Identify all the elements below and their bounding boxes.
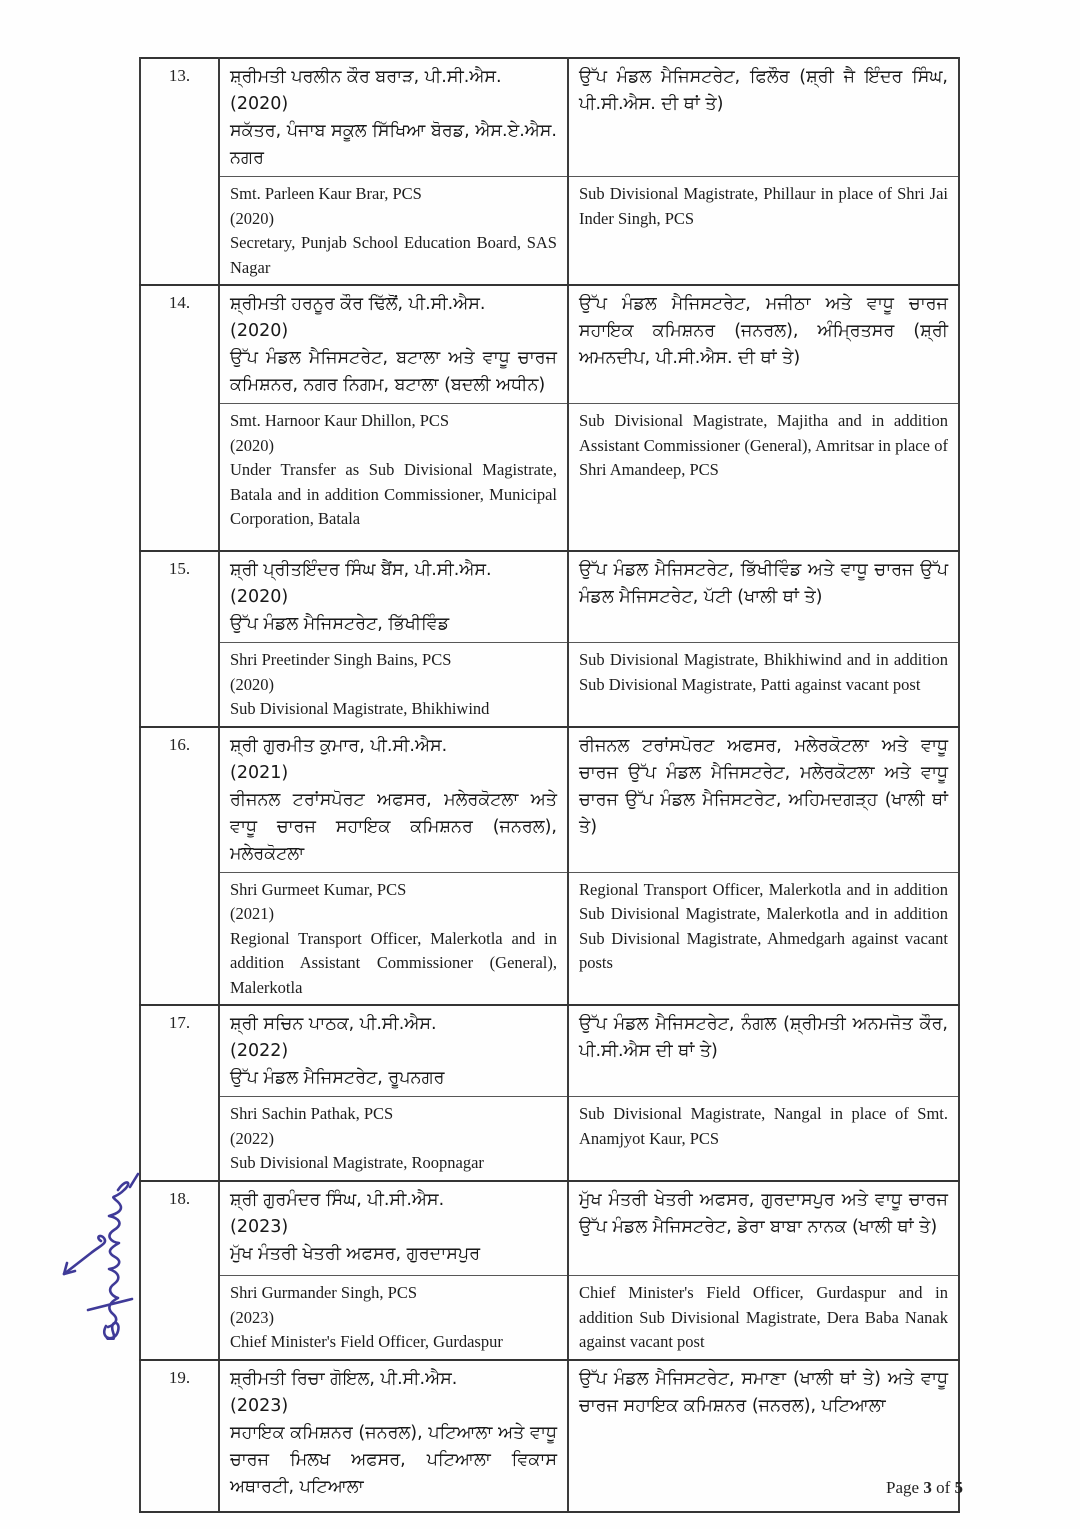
row-13-english-order-cell bbox=[568, 177, 959, 286]
row-13-english-officer-cell bbox=[219, 177, 568, 286]
punjabi-text-line: (2020) bbox=[230, 586, 289, 607]
row-14-punjabi-subrow bbox=[140, 285, 959, 404]
row-13-punjabi-order-cell bbox=[568, 58, 959, 177]
footer-of-word: of bbox=[936, 1478, 951, 1497]
row-15-english-officer-cell bbox=[219, 643, 568, 727]
english-text-line: Regional Transport Officer, Malerkotla and in addition Sub Divisional Magistrate, Malerkotla and in addition Sub Divisional Magistrate, Ahmedgarh against vacant posts bbox=[579, 879, 948, 972]
punjabi-text-line: ਰੀਜਨਲ ਟਰਾਂਸਪੋਰਟ ਅਫਸਰ, ਮਲੇਰਕੋਟਲਾ ਅਤੇ ਵਾਧੂ ਚਾਰਜ ਸਹਾਇਕ ਕਮਿਸ਼ਨਰ (ਜਨਰਲ), ਮਲੇਰਕੋਟਲਾ bbox=[230, 789, 557, 864]
row-16-english-officer-cell bbox=[219, 872, 568, 1005]
english-text-line: Chief Minister's Field Officer, Gurdaspur bbox=[230, 1332, 503, 1351]
row-number: 19. bbox=[168, 1367, 191, 1387]
row-17-number-cell bbox=[140, 1005, 219, 1181]
row-number: 14. bbox=[168, 293, 191, 312]
punjabi-text-line: ਸ਼੍ਰੀਮਤੀ ਹਰਨੂਰ ਕੌਰ ਢਿੱਲੋਂ, ਪੀ.ਸੀ.ਐਸ. bbox=[230, 294, 486, 314]
row-16-english-subrow bbox=[140, 872, 959, 1005]
row-13-punjabi-officer-cell bbox=[219, 58, 568, 177]
english-text-line: (2020) bbox=[230, 674, 274, 694]
footer-page-total: 5 bbox=[954, 1478, 963, 1497]
footer-page-current: 3 bbox=[923, 1478, 932, 1497]
english-text-line: Sub Divisional Magistrate, Majitha and in addition Assistant Commissioner (General), Amritsar in place of Shri Amandeep, PCS bbox=[579, 411, 948, 479]
row-17-punjabi-officer-cell bbox=[219, 1005, 568, 1097]
punjabi-text-line: ਸ਼੍ਰੀ ਪ੍ਰੀਤਇੰਦਰ ਸਿੰਘ ਬੈਂਸ, ਪੀ.ਸੀ.ਐਸ. bbox=[230, 559, 492, 580]
row-18-english-order-cell bbox=[568, 1276, 959, 1360]
footer-page-word: Page bbox=[886, 1478, 920, 1497]
row-13-number-cell bbox=[140, 58, 219, 285]
row-16-punjabi-subrow bbox=[140, 727, 959, 873]
punjabi-text-line: (2021) bbox=[230, 762, 289, 783]
punjabi-text-line: (2020) bbox=[230, 321, 289, 341]
punjabi-text-line: ਉੱਪ ਮੰਡਲ ਮੈਜਿਸਟਰੇਟ, ਨੰਗਲ (ਸ਼੍ਰੀਮਤੀ ਅਨਮਜੋਤ ਕੌਰ, ਪੀ.ਸੀ.ਐਸ ਦੀ ਥਾਂ ਤੇ) bbox=[579, 1014, 948, 1061]
row-18-punjabi-officer-cell bbox=[219, 1181, 568, 1276]
english-text-line: Smt. Harnoor Kaur Dhillon, PCS bbox=[230, 411, 450, 430]
punjabi-text-line: ਸ਼੍ਰੀਮਤੀ ਪਰਲੀਨ ਕੌਰ ਬਰਾੜ, ਪੀ.ਸੀ.ਐਸ. bbox=[230, 67, 502, 87]
row-13-english-subrow bbox=[140, 177, 959, 286]
row-18-punjabi-order-cell bbox=[568, 1181, 959, 1276]
row-15-number-cell bbox=[140, 551, 219, 727]
row-18-english-officer-cell bbox=[219, 1276, 568, 1360]
english-text-line: (2023) bbox=[230, 1307, 274, 1327]
english-text-line: Sub Divisional Magistrate, Bhikhiwind bbox=[230, 699, 490, 718]
english-text-line: (2020) bbox=[230, 435, 274, 455]
row-14-punjabi-order-cell bbox=[568, 285, 959, 404]
row-15-english-subrow bbox=[140, 643, 959, 727]
row-15-punjabi-officer-cell bbox=[219, 551, 568, 643]
row-number: 18. bbox=[168, 1188, 191, 1208]
english-text-line: (2020) bbox=[230, 208, 274, 228]
english-text-line: (2021) bbox=[230, 904, 274, 923]
english-text-line: Sub Divisional Magistrate, Roopnagar bbox=[230, 1153, 484, 1172]
row-13-punjabi-subrow bbox=[140, 58, 959, 177]
english-text-line: Sub Divisional Magistrate, Nangal in place of Smt. Anamjyot Kaur, PCS bbox=[579, 1104, 948, 1148]
handwritten-signature bbox=[52, 1168, 164, 1340]
row-17-english-subrow bbox=[140, 1097, 959, 1181]
punjabi-text-line: (2023) bbox=[230, 1395, 289, 1416]
row-14-punjabi-officer-cell bbox=[219, 285, 568, 404]
punjabi-text-line: ਸ਼੍ਰੀ ਗੁਰਮੀਤ ਕੁਮਾਰ, ਪੀ.ਸੀ.ਐਸ. bbox=[230, 735, 448, 756]
english-text-line: (2022) bbox=[230, 1128, 274, 1148]
row-16-punjabi-order-cell bbox=[568, 727, 959, 873]
punjabi-text-line: ਉੱਪ ਮੰਡਲ ਮੈਜਿਸਟਰੇਟ, ਭਿੱਖੀਵਿੰਡ ਅਤੇ ਵਾਧੂ ਚਾਰਜ ਉੱਪ ਮੰਡਲ ਮੈਜਿਸਟਰੇਟ, ਪੱਟੀ (ਖਾਲੀ ਥਾਂ ਤੇ) bbox=[579, 559, 948, 607]
row-number: 16. bbox=[168, 734, 191, 754]
punjabi-text-line: ਉੱਪ ਮੰਡਲ ਮੈਜਿਸਟਰੇਟ, ਮਜੀਠਾ ਅਤੇ ਵਾਧੂ ਚਾਰਜ ਸਹਾਇਕ ਕਮਿਸ਼ਨਰ (ਜਨਰਲ), ਅੰਮ੍ਰਿਤਸਰ (ਸ਼੍ਰੀ ਅਮਨਦੀਪ, ਪੀ.ਸੀ.ਐਸ. ਦੀ ਥਾਂ ਤੇ) bbox=[579, 294, 948, 368]
english-text-line: Chief Minister's Field Officer, Gurdaspur and in addition Sub Divisional Magistrate, Dera Baba Nanak against vacant post bbox=[579, 1283, 948, 1351]
punjabi-text-line: ਮੁੱਖ ਮੰਤਰੀ ਖੇਤਰੀ ਅਫਸਰ, ਗੁਰਦਾਸਪੁਰ ਅਤੇ ਵਾਧੂ ਚਾਰਜ ਉੱਪ ਮੰਡਲ ਮੈਜਿਸਟਰੇਟ, ਡੇਰਾ ਬਾਬਾ ਨਾਨਕ (ਖਾਲੀ ਥਾਂ ਤੇ) bbox=[579, 1189, 948, 1237]
row-16-punjabi-officer-cell bbox=[219, 727, 568, 873]
row-17-english-officer-cell bbox=[219, 1097, 568, 1181]
row-15-punjabi-order-cell bbox=[568, 551, 959, 643]
punjabi-text-line: ਸਹਾਇਕ ਕਮਿਸ਼ਨਰ (ਜਨਰਲ), ਪਟਿਆਲਾ ਅਤੇ ਵਾਧੂ ਚਾਰਜ ਮਿਲਖ ਅਫਸਰ, ਪਟਿਆਲਾ ਵਿਕਾਸ ਅਥਾਰਟੀ, ਪਟਿਆਲਾ bbox=[230, 1422, 557, 1497]
punjabi-text-line: ਸ਼੍ਰੀ ਸਚਿਨ ਪਾਠਕ, ਪੀ.ਸੀ.ਐਸ. bbox=[230, 1014, 437, 1034]
row-15-english-order-cell bbox=[568, 643, 959, 727]
row-14-english-order-cell bbox=[568, 404, 959, 551]
row-16-english-order-cell bbox=[568, 872, 959, 1005]
english-text-line: Smt. Parleen Kaur Brar, PCS bbox=[230, 184, 422, 203]
row-17-punjabi-order-cell bbox=[568, 1005, 959, 1097]
row-number: 15. bbox=[168, 558, 191, 578]
transfer-orders-table-body bbox=[140, 58, 959, 1512]
punjabi-text-line: (2022) bbox=[230, 1041, 289, 1061]
english-text-line: Shri Gurmander Singh, PCS bbox=[230, 1283, 418, 1302]
punjabi-text-line: (2020) bbox=[230, 94, 289, 114]
punjabi-text-line: ਉੱਪ ਮੰਡਲ ਮੈਜਿਸਟਰੇਟ, ਰੂਪਨਗਰ bbox=[230, 1068, 445, 1088]
punjabi-text-line: ਉੱਪ ਮੰਡਲ ਮੈਜਿਸਟਰੇਟ, ਬਟਾਲਾ ਅਤੇ ਵਾਧੂ ਚਾਰਜ ਕਮਿਸ਼ਨਰ, ਨਗਰ ਨਿਗਮ, ਬਟਾਲਾ (ਬਦਲੀ ਅਧੀਨ) bbox=[230, 348, 557, 395]
row-number: 13. bbox=[168, 66, 191, 85]
english-text-line: Shri Gurmeet Kumar, PCS bbox=[230, 879, 407, 899]
row-15-punjabi-subrow bbox=[140, 551, 959, 643]
row-number: 17. bbox=[168, 1013, 191, 1032]
row-17-english-order-cell bbox=[568, 1097, 959, 1181]
english-text-line: Under Transfer as Sub Divisional Magistrate, Batala and in addition Commissioner, Municipal Corporation, Batala bbox=[230, 460, 557, 528]
punjabi-text-line: ਸ਼੍ਰੀਮਤੀ ਰਿਚਾ ਗੋਇਲ, ਪੀ.ਸੀ.ਐਸ. bbox=[230, 1368, 458, 1389]
english-text-line: Regional Transport Officer, Malerkotla and in addition Assistant Commissioner (General), Malerkotla bbox=[230, 928, 557, 997]
row-14-english-subrow bbox=[140, 404, 959, 551]
punjabi-text-line: ਸਕੱਤਰ, ਪੰਜਾਬ ਸਕੂਲ ਸਿੱਖਿਆ ਬੋਰਡ, ਐਸ.ਏ.ਐਸ. ਨਗਰ bbox=[230, 121, 557, 168]
punjabi-text-line: ਰੀਜਨਲ ਟਰਾਂਸਪੋਰਟ ਅਫਸਰ, ਮਲੇਰਕੋਟਲਾ ਅਤੇ ਵਾਧੂ ਚਾਰਜ ਉੱਪ ਮੰਡਲ ਮੈਜਿਸਟਰੇਟ, ਮਲੇਰਕੋਟਲਾ ਅਤੇ ਵਾਧੂ ਚਾਰਜ ਉੱਪ ਮੰਡਲ ਮੈਜਿਸਟਰੇਟ, ਅਹਿਮਦਗੜ੍ਹ (ਖਾਲੀ ਥਾਂ ਤੇ) bbox=[579, 735, 948, 837]
page-footer bbox=[139, 1478, 963, 1498]
punjabi-text-line: ਉੱਪ ਮੰਡਲ ਮੈਜਿਸਟਰੇਟ, ਭਿੱਖੀਵਿੰਡ bbox=[230, 613, 450, 634]
english-text-line: Secretary, Punjab School Education Board, SAS Nagar bbox=[230, 233, 557, 277]
transfer-orders-table bbox=[139, 57, 960, 1513]
english-text-line: Shri Sachin Pathak, PCS bbox=[230, 1104, 394, 1123]
row-18-punjabi-subrow bbox=[140, 1181, 959, 1276]
row-18-english-subrow bbox=[140, 1276, 959, 1360]
english-text-line: Sub Divisional Magistrate, Bhikhiwind and in addition Sub Divisional Magistrate, Patti against vacant post bbox=[579, 650, 948, 694]
punjabi-text-line: ਸ਼੍ਰੀ ਗੁਰਮੰਦਰ ਸਿੰਘ, ਪੀ.ਸੀ.ਐਸ. bbox=[230, 1189, 445, 1210]
punjabi-text-line: (2023) bbox=[230, 1216, 289, 1237]
row-17-punjabi-subrow bbox=[140, 1005, 959, 1097]
row-14-english-officer-cell bbox=[219, 404, 568, 551]
row-16-number-cell bbox=[140, 727, 219, 1006]
english-text-line: Sub Divisional Magistrate, Phillaur in place of Shri Jai Inder Singh, PCS bbox=[579, 184, 948, 228]
english-text-line: Shri Preetinder Singh Bains, PCS bbox=[230, 650, 452, 669]
punjabi-text-line: ਉੱਪ ਮੰਡਲ ਮੈਜਿਸਟਰੇਟ, ਸਮਾਣਾ (ਖਾਲੀ ਥਾਂ ਤੇ) ਅਤੇ ਵਾਧੂ ਚਾਰਜ ਸਹਾਇਕ ਕਮਿਸ਼ਨਰ (ਜਨਰਲ), ਪਟਿਆਲਾ bbox=[579, 1368, 948, 1416]
punjabi-text-line: ਮੁੱਖ ਮੰਤਰੀ ਖੇਤਰੀ ਅਫਸਰ, ਗੁਰਦਾਸਪੁਰ bbox=[230, 1243, 481, 1264]
punjabi-text-line: ਉੱਪ ਮੰਡਲ ਮੈਜਿਸਟਰੇਟ, ਫਿਲੌਰ (ਸ਼੍ਰੀ ਜੈ ਇੰਦਰ ਸਿੰਘ, ਪੀ.ਸੀ.ਐਸ. ਦੀ ਥਾਂ ਤੇ) bbox=[579, 67, 948, 114]
row-14-number-cell bbox=[140, 285, 219, 551]
